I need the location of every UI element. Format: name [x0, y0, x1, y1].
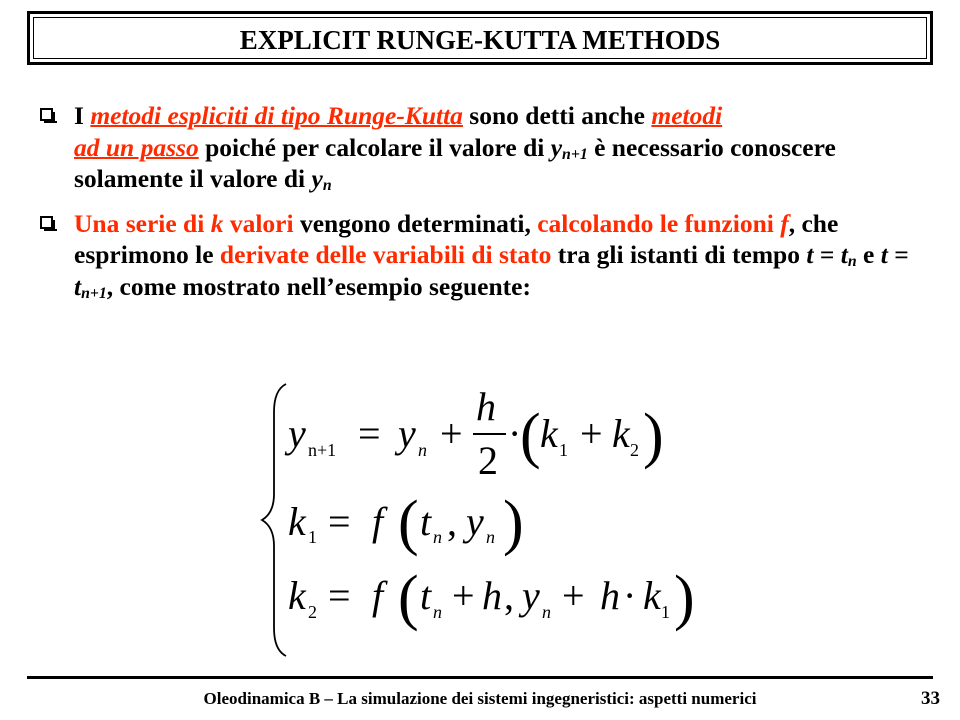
eq-symbol: y [288, 411, 306, 456]
eq-symbol: f [372, 499, 384, 544]
text: ad un passo [74, 132, 199, 162]
text: metodi [651, 101, 723, 130]
eq-symbol: · [508, 411, 522, 456]
eq-subscript: n+1 [308, 440, 337, 460]
eq-symbol: , [504, 573, 514, 618]
text: e [856, 240, 881, 269]
eq-symbol: · [623, 573, 637, 618]
text: valori [223, 208, 294, 238]
text: I [74, 101, 91, 130]
footer-text: Oleodinamica B – La simulazione dei sistemi ingegneristici: aspetti numerici [203, 689, 757, 708]
eq-paren: ) [503, 489, 524, 557]
text: che esprimono le [74, 208, 839, 269]
eq-symbol: y [398, 411, 416, 456]
subscript: n+1 [562, 145, 588, 163]
text: = [887, 240, 909, 269]
var-t: t [74, 271, 82, 301]
text: , [788, 208, 796, 238]
equation-line-2 [288, 489, 524, 557]
var-t: t [806, 240, 814, 269]
eq-subscript: 1 [308, 527, 317, 547]
eq-subscript: n [542, 602, 551, 622]
eq-symbol: y [466, 499, 484, 544]
eq-symbol: k [288, 573, 306, 618]
eq-symbol: f [372, 573, 384, 618]
text: calcolando le funzioni [537, 208, 781, 238]
eq-subscript: 1 [661, 602, 670, 622]
eq-symbol: = [328, 499, 351, 544]
var-t: t [880, 240, 888, 269]
subscript: n+1 [81, 284, 107, 302]
text: derivate delle variabili di stato [219, 240, 552, 269]
eq-symbol: , [447, 499, 457, 544]
slide-title: EXPLICIT RUNGE-KUTTA METHODS [239, 25, 721, 55]
eq-paren: ) [674, 564, 695, 632]
eq-subscript: 2 [630, 440, 639, 460]
var-k: k [210, 208, 224, 238]
text: sono detti anche [462, 101, 652, 130]
eq-symbol: t [420, 499, 432, 544]
eq-symbol: h [600, 573, 620, 618]
text: tra gli istanti di tempo [551, 240, 807, 269]
eq-symbol: y [522, 573, 540, 618]
eq-symbol: t [420, 573, 432, 618]
eq-subscript: n [433, 602, 442, 622]
subscript: n [322, 177, 332, 195]
eq-symbol: k [643, 573, 661, 618]
text: poiché per calcolare il valore di [198, 132, 551, 162]
eq-symbol: + [562, 573, 585, 618]
eq-symbol: k [540, 411, 558, 456]
left-brace-icon [262, 384, 286, 656]
eq-symbol: = [328, 573, 351, 618]
eq-symbol: = [358, 411, 381, 456]
text: , come mostrato nell’esempio seguente: [106, 271, 531, 301]
equation-line-3 [288, 564, 695, 632]
eq-subscript: 2 [308, 602, 317, 622]
eq-subscript: n [486, 527, 495, 547]
eq-subscript: n [418, 440, 427, 460]
text: è necessario conoscere solamente il valore di [74, 132, 836, 193]
eq-subscript: n [433, 527, 442, 547]
eq-symbol: 2 [478, 438, 498, 483]
var-f: f [780, 208, 789, 238]
page-number: 33 [921, 688, 940, 709]
var-y: y [311, 164, 323, 193]
eq-symbol: k [288, 499, 306, 544]
eq-subscript: 1 [559, 440, 568, 460]
eq-symbol: + [452, 573, 475, 618]
text: = [813, 240, 841, 269]
eq-paren: ( [398, 564, 419, 632]
eq-symbol: + [440, 411, 463, 456]
eq-symbol: k [612, 411, 630, 456]
equation-line-1 [284, 384, 664, 483]
var-y: y [550, 132, 563, 162]
eq-symbol: h [482, 573, 502, 618]
footer-divider [27, 676, 933, 679]
eq-symbol: + [580, 411, 603, 456]
subscript: n [847, 253, 857, 271]
text: Una serie di [74, 208, 211, 238]
eq-paren: ) [643, 402, 664, 470]
var-t: t [840, 240, 848, 269]
text: vengono determinati, [293, 208, 538, 238]
eq-paren: ( [398, 489, 419, 557]
text: metodi espliciti di tipo Runge-Kutta [90, 101, 463, 130]
eq-paren: ( [520, 402, 541, 470]
eq-symbol: h [476, 384, 496, 429]
